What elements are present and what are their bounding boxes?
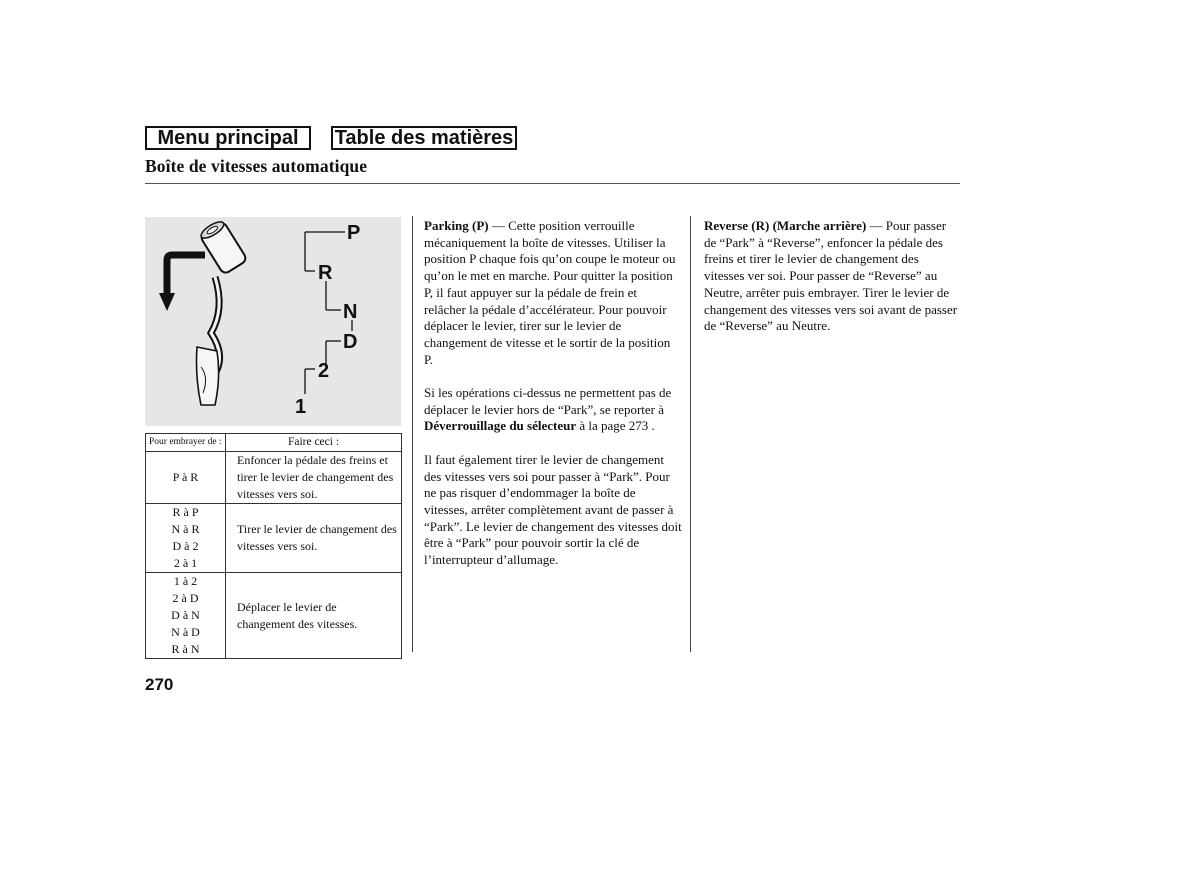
- parking-paragraph: [424, 218, 682, 368]
- from-cell: [146, 452, 226, 504]
- table-row: [146, 573, 402, 659]
- text-column-2: [424, 218, 682, 585]
- unlock-paragraph: [424, 385, 682, 435]
- from-item: D à N: [171, 608, 200, 622]
- action-cell: Tirer le levier de changement des vitesses vers soi.: [226, 504, 402, 573]
- from-item: 2 à D: [172, 591, 199, 605]
- shift-table: [145, 433, 402, 659]
- from-cell: [146, 504, 226, 573]
- shift-lever-figure: [145, 217, 401, 426]
- column-divider: [412, 216, 413, 652]
- text-column-3: [704, 218, 960, 352]
- gear-label-2: 2: [318, 360, 330, 382]
- from-item: R à N: [171, 642, 200, 656]
- title-divider: [145, 183, 960, 184]
- from-item: N à D: [171, 625, 200, 639]
- gear-label-p: P: [347, 222, 361, 244]
- reverse-dash: —: [869, 218, 883, 233]
- parking-text: Cette position verrouille mécaniquement la boîte de vitesses. Utiliser la position P chaque fois qu’on coupe le moteur ou qu’on le met en marche. Pour quitter la position P, il faut appuyer sur la pédale de frein et relâcher la pédale d’accélérateur. Pour pouvoir déplacer le levier, tirer sur le levier de changement de vitesse et le sortir de la position P.: [424, 218, 676, 367]
- parking-dash: —: [491, 218, 505, 233]
- table-header-row: [146, 434, 402, 452]
- park-paragraph: Il faut également tirer le levier de changement des vitesses vers soi pour passer à “Park”. Pour ne pas risquer d’endommager la boîte de vitesses, arrêter complètement avant de passer à “Park”. Le levier de changement des vitesses doit être à “Park” pour pouvoir sortir la clé de l’interrupteur d’allumage.: [424, 451, 682, 568]
- unlock-text-before: Si les opérations ci-dessus ne permettent pas de déplacer le levier hors de “Park”, se reporter à: [424, 385, 672, 417]
- from-item: P à R: [172, 470, 199, 484]
- gear-label-1: 1: [295, 396, 307, 418]
- table-des-matieres-button[interactable]: Table des matières: [331, 126, 517, 150]
- from-item: N à R: [171, 522, 200, 536]
- from-item: 1 à 2: [173, 574, 198, 588]
- page-number: 270: [145, 675, 174, 694]
- reverse-paragraph: [704, 218, 960, 335]
- gear-label-d: D: [343, 331, 358, 353]
- menu-principal-button[interactable]: Menu principal: [145, 126, 311, 150]
- section-title: Boîte de vitesses automatique: [145, 156, 368, 176]
- action-cell: Enfoncer la pédale des freins et tirer le levier de changement des vitesses vers soi.: [226, 452, 402, 504]
- reverse-heading: Reverse (R) (Marche arrière): [704, 218, 867, 233]
- pull-arrow-icon: [159, 255, 205, 311]
- shift-lock-release-link[interactable]: Déverrouillage du sélecteur: [424, 418, 577, 434]
- gear-label-r: R: [318, 262, 333, 284]
- from-item: R à P: [172, 505, 199, 519]
- shift-lever-drawing: [197, 218, 248, 405]
- from-cell: [146, 573, 226, 659]
- reverse-text: Pour passer de “Park” à “Reverse”, enfoncer la pédale des freins et tirer le levier de changement des vitesses ver soi. Pour passer de “Reverse” au Neutre, arrêter puis embrayer. Tirer le levier de changement des vitesses vers soi avant de passer de “Reverse” au Neutre.: [704, 218, 958, 334]
- column-divider: [690, 216, 691, 652]
- from-item: D à 2: [172, 539, 199, 553]
- header-action: Faire ceci :: [226, 434, 402, 452]
- from-item: 2 à 1: [173, 556, 198, 570]
- header-from: Pour embrayer de :: [146, 434, 226, 452]
- table-row: [146, 452, 402, 504]
- unlock-text-after: à la page 273 .: [579, 418, 655, 434]
- parking-heading: Parking (P): [424, 218, 489, 233]
- table-row: [146, 504, 402, 573]
- action-cell: Déplacer le levier de changement des vitesses.: [226, 573, 402, 659]
- gear-label-n: N: [343, 301, 358, 323]
